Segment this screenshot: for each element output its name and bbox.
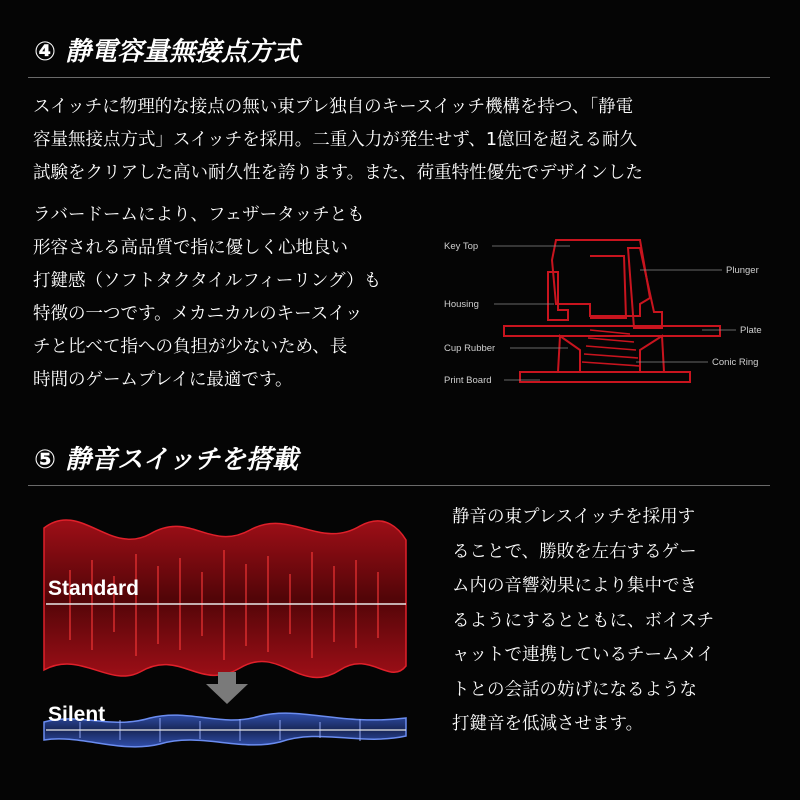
arrow-down-icon bbox=[206, 672, 248, 704]
cup-rubber-shape bbox=[558, 336, 580, 372]
section5-line: トとの会話の妨げになるような bbox=[452, 679, 697, 700]
section4-line: 打鍵感（ソフトタクタイルフィーリング）も bbox=[33, 271, 382, 291]
label-plate: Plate bbox=[740, 325, 762, 336]
section5-line: ム内の音響効果により集中でき bbox=[452, 576, 697, 596]
section4-line: 試験をクリアした高い耐久性を誇ります。また、荷重特性優先でデザインした bbox=[33, 163, 643, 183]
label-housing: Housing bbox=[444, 299, 479, 310]
label-key-top: Key Top bbox=[444, 241, 479, 252]
section4-line: 時間のゲームプレイに最適です。 bbox=[33, 370, 293, 390]
section4-line: 容量無接点方式」スイッチを採用。二重入力が発生せず、1億回を超える耐久 bbox=[33, 130, 638, 150]
key-top-shape bbox=[552, 240, 650, 316]
housing-right-shape bbox=[628, 248, 662, 328]
plate-shape bbox=[504, 326, 720, 336]
standard-label: Standard bbox=[48, 577, 140, 600]
print-board-shape bbox=[520, 372, 690, 382]
section5-line: 静音の東プレスイッチを採用す bbox=[452, 507, 696, 527]
label-plunger: Plunger bbox=[726, 265, 759, 276]
section5-line: 打鍵音を低減させます。 bbox=[452, 714, 644, 734]
section5-line: ることで、勝敗を左右するゲー bbox=[452, 541, 697, 562]
section5-line: るようにするとともに、ボイスチ bbox=[452, 610, 714, 631]
section5-divider bbox=[28, 485, 770, 486]
section4-line: 特徴の一つです。メカニカルのキースイッ bbox=[33, 304, 363, 324]
label-cup-rubber: Cup Rubber bbox=[444, 343, 496, 354]
section4-line: チと比べて指への負担が少ないため、長 bbox=[33, 337, 348, 357]
section5-paragraph bbox=[452, 500, 714, 742]
plunger-shape bbox=[590, 256, 626, 318]
switch-cross-section-diagram bbox=[440, 220, 780, 400]
cup-rubber-right-shape bbox=[640, 336, 664, 372]
section4-paragraph-narrow bbox=[33, 199, 381, 397]
section4-line: ラバードームにより、フェザータッチとも bbox=[33, 205, 365, 225]
section4-paragraph-full bbox=[33, 91, 643, 190]
section4-divider bbox=[28, 77, 770, 78]
section5-line: ャットで連携しているチームメイ bbox=[452, 645, 715, 665]
housing-left-shape bbox=[548, 272, 568, 320]
label-print-board: Print Board bbox=[444, 375, 492, 386]
section5-heading: ⑤ 静音スイッチを搭載 bbox=[34, 445, 299, 475]
section4-line: スイッチに物理的な接点の無い東プレ独自のキースイッチ機構を持つ、「静電 bbox=[33, 97, 634, 117]
section4-heading: ④ 静電容量無接点方式 bbox=[34, 37, 300, 67]
label-conic-ring: Conic Ring bbox=[712, 357, 759, 368]
silent-label: Silent bbox=[48, 703, 106, 726]
section4-line: 形容される高品質で指に優しく心地良い bbox=[33, 238, 348, 258]
